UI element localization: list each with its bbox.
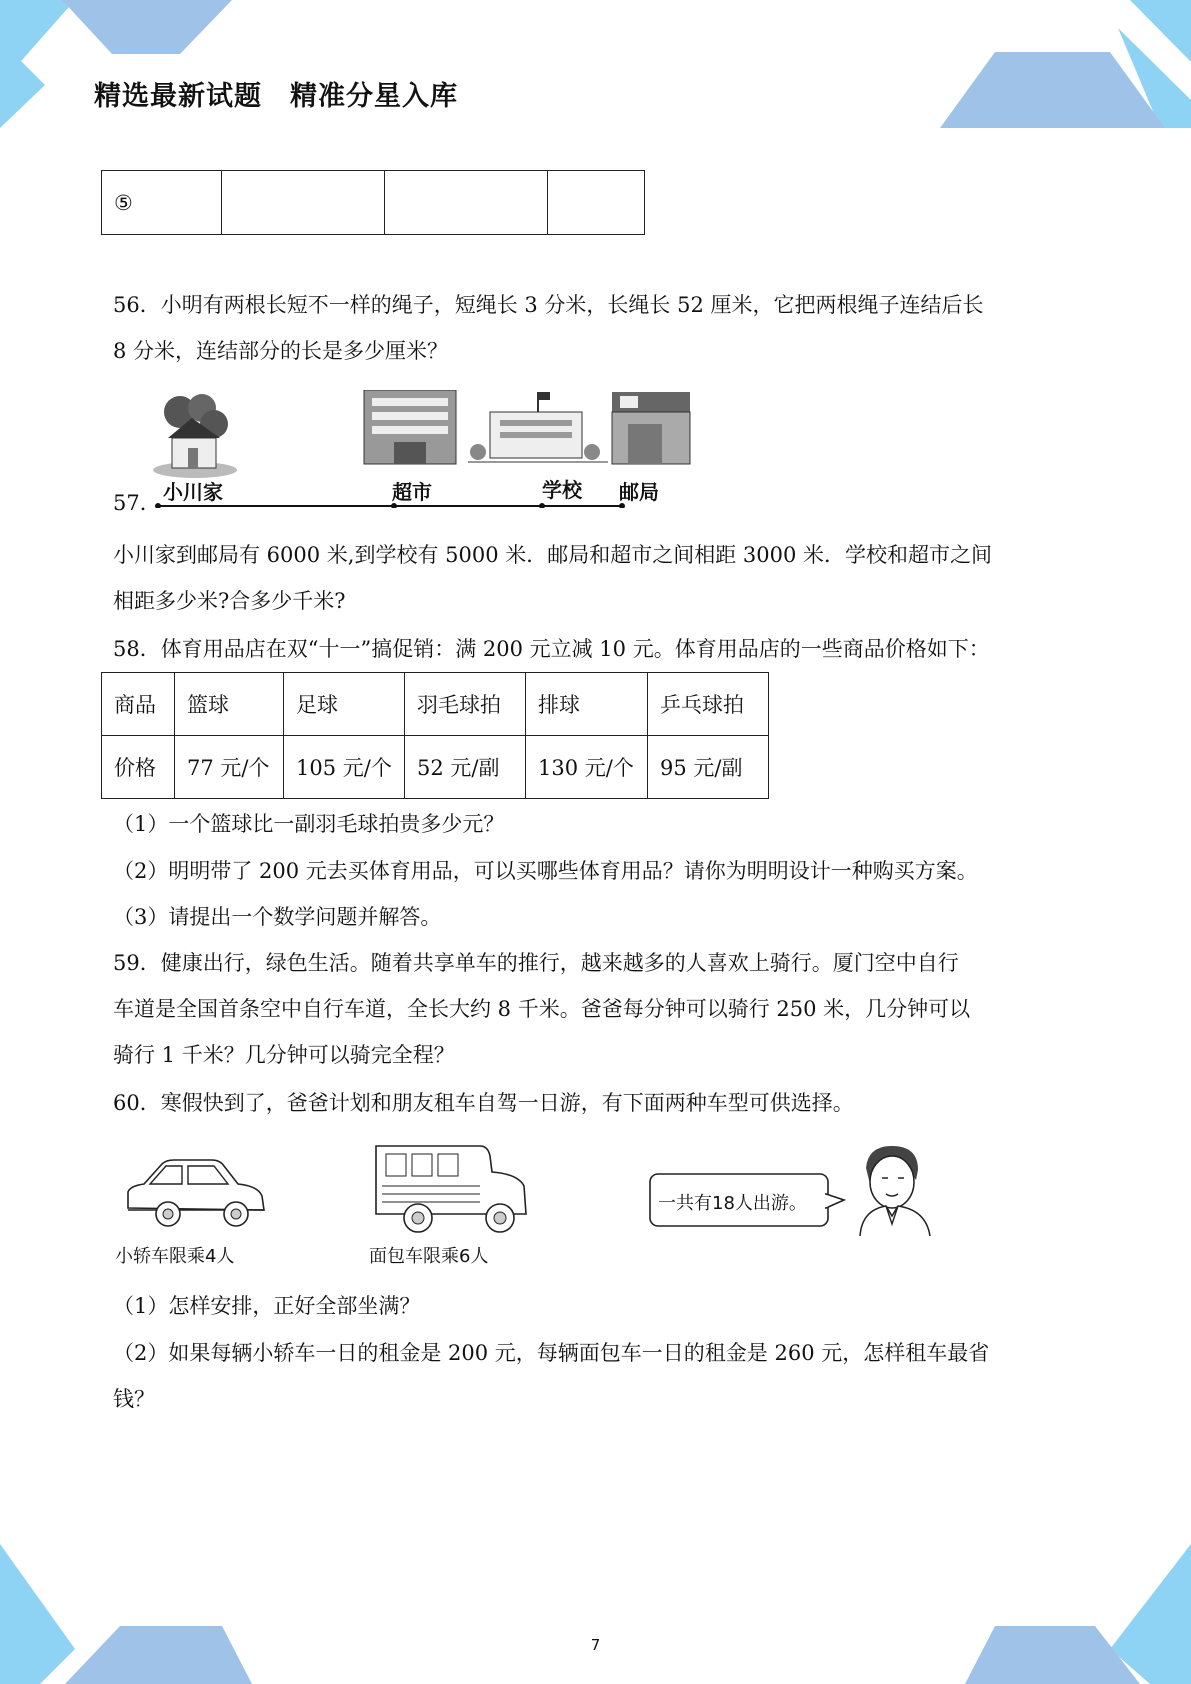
speech-bubble-text: 一共有18人出游。 [658, 1193, 807, 1214]
table-cell: 105 元/个 [284, 736, 405, 799]
question-57-line-2: 相距多少米?合多少千米? [113, 589, 346, 613]
table-header-cell: 足球 [284, 673, 405, 736]
table-cell: 95 元/副 [648, 736, 769, 799]
table-header-cell: 商品 [102, 673, 175, 736]
map-label-school: 学校 [542, 478, 582, 502]
table-header-cell: 羽毛球拍 [405, 673, 526, 736]
table-cell: 77 元/个 [175, 736, 284, 799]
table-header-cell: 篮球 [175, 673, 284, 736]
table-header-cell: 乒乓球拍 [648, 673, 769, 736]
house-icon [153, 394, 237, 478]
table-cell [385, 171, 548, 235]
question-60-sub-2-line-2: 钱？ [113, 1387, 155, 1411]
page-number: 7 [590, 1636, 601, 1654]
question-58-sub-3: （3）请提出一个数学问题并解答。 [113, 905, 442, 929]
price-table [101, 672, 769, 799]
question-58-intro: 58．体育用品店在双“十一”搞促销：满 200 元立减 10 元。体育用品店的一些商品价格如下： [113, 637, 990, 661]
car-caption: 小轿车限乘4人 [115, 1246, 235, 1267]
question-58-sub-2: （2）明明带了 200 元去买体育用品，可以买哪些体育用品？请你为明明设计一种购买方案。 [113, 859, 978, 883]
question-56-line-2: 8 分米，连结部分的长是多少厘米？ [113, 339, 449, 363]
route-line [155, 503, 625, 508]
table-cell [548, 171, 645, 235]
question-56-line-1: 56．小明有两根长短不一样的绳子，短绳长 3 分米，长绳长 52 厘米，它把两根绳子连结后长 [113, 293, 984, 317]
post-office-icon [612, 392, 690, 464]
table-cell: 130 元/个 [526, 736, 648, 799]
question-58-sub-1: （1）一个篮球比一副羽毛球拍贵多少元？ [113, 812, 505, 836]
table-header-cell: 排球 [526, 673, 648, 736]
footer-decoration [0, 1544, 1191, 1684]
question-60-intro: 60．寒假快到了，爸爸计划和朋友租车自驾一日游，有下面两种车型可供选择。 [113, 1091, 854, 1115]
map-label-xiaochuan-home: 小川家 [163, 480, 223, 504]
header-decoration [0, 0, 1191, 140]
question-57-line-1: 小川家到邮局有 6000 米,到学校有 5000 米．邮局和超市之间相距 3000 米．学校和超市之间 [113, 543, 993, 567]
table-cell [222, 171, 385, 235]
table-cell: 价格 [102, 736, 175, 799]
question-60-sub-1: （1）怎样安排，正好全部坐满？ [113, 1294, 421, 1318]
map-label-supermarket: 超市 [392, 480, 432, 504]
question-59-line-2: 车道是全国首条空中自行车道，全长大约 8 千米。爸爸每分钟可以骑行 250 米，几分钟可以 [113, 997, 971, 1021]
table-row [102, 736, 769, 799]
answer-table-fragment [101, 170, 645, 235]
supermarket-icon [364, 390, 456, 464]
header-title: 精选最新试题 精准分星入库 [94, 81, 458, 112]
school-icon [468, 392, 608, 462]
father-illustration [846, 1144, 942, 1236]
question-59-line-1: 59．健康出行，绿色生活。随着共享单车的推行，越来越多的人喜欢上骑行。厦门空中自行 [113, 951, 959, 975]
table-cell: ⑤ [102, 171, 222, 235]
table-cell: 52 元/副 [405, 736, 526, 799]
question-57-number: 57． [113, 491, 161, 515]
question-59-line-3: 骑行 1 千米？几分钟可以骑完全程？ [113, 1043, 455, 1067]
question-60-sub-2-line-1: （2）如果每辆小轿车一日的租金是 200 元，每辆面包车一日的租金是 260 元，怎样租车最省 [113, 1341, 990, 1365]
table-row [102, 171, 645, 235]
bus-caption: 面包车限乘6人 [369, 1246, 489, 1267]
map-label-post-office: 邮局 [619, 480, 659, 504]
bus-illustration [368, 1142, 534, 1234]
car-illustration [122, 1156, 272, 1230]
table-row [102, 673, 769, 736]
